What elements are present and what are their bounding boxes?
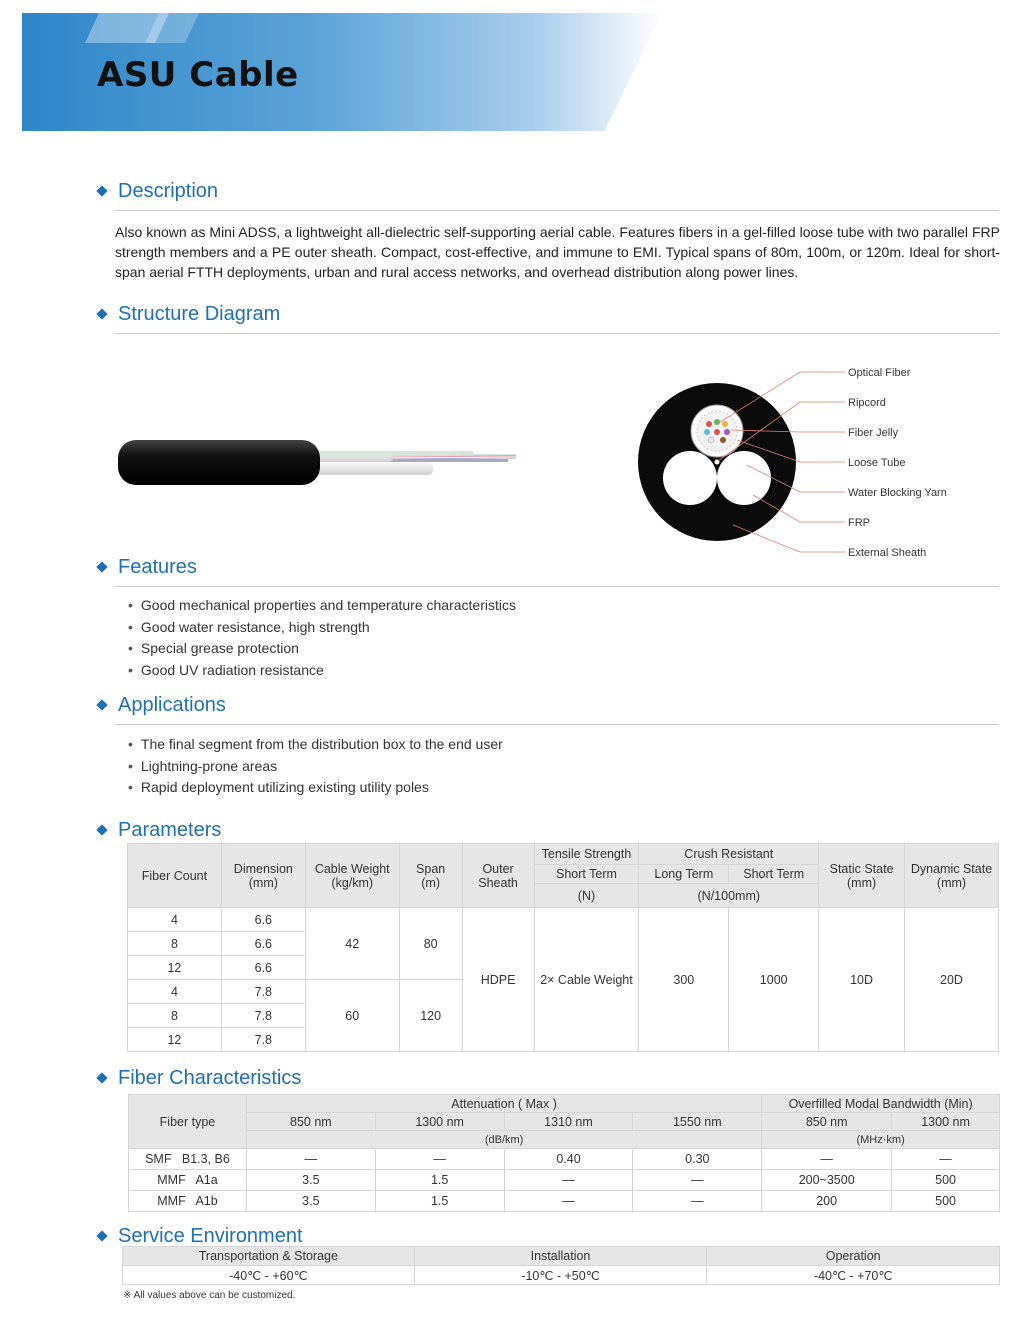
header-att-1310: 1310 nm	[504, 1113, 633, 1131]
list-item: • Good UV radiation resistance	[128, 660, 516, 682]
list-item: • Lightning-prone areas	[128, 756, 503, 778]
list-item: • Good mechanical properties and temperature characteristics	[128, 595, 516, 617]
list-item: • Good water resistance, high strength	[128, 617, 516, 639]
cell-value: 500	[892, 1170, 1000, 1191]
section-heading-service-environment: Service Environment	[96, 1225, 303, 1248]
list-item: • The final segment from the distribution box to the end user	[128, 734, 503, 756]
header-att-1550: 1550 nm	[633, 1113, 762, 1131]
header-installation: Installation	[414, 1247, 707, 1266]
header-cable-weight: Cable Weight (kg/km)	[305, 844, 399, 908]
fiber-characteristics-table	[128, 1094, 1000, 1212]
diagram-label-fiber-jelly: Fiber Jelly	[848, 427, 899, 439]
diamond-icon	[96, 308, 107, 319]
list-item: • Rapid deployment utilizing existing utility poles	[128, 777, 503, 799]
diamond-icon	[96, 699, 107, 710]
header-dynamic-state: Dynamic State (mm)	[905, 844, 999, 908]
header-crush-short-term: Short Term	[729, 865, 819, 884]
section-heading-description: Description	[96, 180, 218, 203]
cell-dimension: 6.6	[221, 956, 305, 980]
header-fiber-type: Fiber type	[129, 1095, 247, 1149]
diagram-label-loose-tube: Loose Tube	[848, 457, 906, 469]
header-static-state: Static State (mm)	[819, 844, 905, 908]
cell-dynamic-state: 20D	[905, 908, 999, 1052]
section-divider	[115, 333, 999, 334]
applications-list	[128, 734, 503, 799]
section-heading-fiber-characteristics: Fiber Characteristics	[96, 1067, 301, 1090]
cell-fiber-count: 12	[128, 956, 222, 980]
description-text: Also known as Mini ADSS, a lightweight all-dielectric self-supporting aerial cable. Features fibers in a gel-filled loose tube with two parallel FRP strength members and a PE outer sheath. Compact, cost-effective, and immune to EMI. Typical spans of 80m, 100m, or 120m. Ideal for short-span aerial FTTH deployments, urban and rural access networks, and overhead distribution along power lines.	[115, 224, 1000, 280]
cell-value: 1.5	[375, 1191, 504, 1212]
header-outer-sheath: Outer Sheath	[462, 844, 534, 908]
cell-value: 3.5	[246, 1170, 375, 1191]
header-attenuation: Attenuation ( Max )	[246, 1095, 761, 1113]
cell-fiber-count: 8	[128, 932, 222, 956]
header-att-unit: (dB/km)	[246, 1131, 761, 1149]
section-divider	[115, 210, 999, 211]
cell-value: —	[892, 1149, 1000, 1170]
header-bw-850: 850 nm	[762, 1113, 892, 1131]
header-fiber-count: Fiber Count	[128, 844, 222, 908]
header-crush-long-term: Long Term	[639, 865, 729, 884]
cell-tensile: 2× Cable Weight	[534, 908, 639, 1052]
header-dimension: Dimension (mm)	[221, 844, 305, 908]
diagram-label-water-blocking-yarn: Water Blocking Yarn	[848, 487, 947, 499]
cell-crush-short: 1000	[729, 908, 819, 1052]
cell-outer-sheath: HDPE	[462, 908, 534, 1052]
section-divider	[115, 586, 999, 587]
cell-value: 3.5	[246, 1191, 375, 1212]
header-att-1300: 1300 nm	[375, 1113, 504, 1131]
cell-value: —	[633, 1191, 762, 1212]
header-operation: Operation	[707, 1247, 1000, 1266]
cell-fiber-type: SMF B1.3, B6	[129, 1149, 247, 1170]
diamond-icon	[96, 824, 107, 835]
header-tensile-short-term: Short Term	[534, 865, 639, 884]
cell-value: 1.5	[375, 1170, 504, 1191]
cell-fiber-count: 12	[128, 1028, 222, 1052]
cable-illustration	[118, 438, 528, 488]
diagram-label-external-sheath: External Sheath	[848, 547, 927, 559]
diagram-label-ripcord: Ripcord	[848, 397, 886, 409]
diamond-icon	[96, 1072, 107, 1083]
cell-fiber-type: MMF A1a	[129, 1170, 247, 1191]
cell-fiber-count: 4	[128, 980, 222, 1004]
cell-static-state: 10D	[819, 908, 905, 1052]
cell-value: —	[375, 1149, 504, 1170]
cell-crush-long: 300	[639, 908, 729, 1052]
cell-value: 500	[892, 1191, 1000, 1212]
features-list	[128, 595, 516, 681]
list-item: • Special grease protection	[128, 638, 516, 660]
parameters-table	[127, 843, 999, 1052]
header-crush-resistant: Crush Resistant	[639, 844, 819, 865]
cell-operation: -40℃ - +70℃	[707, 1266, 1000, 1285]
cell-fiber-count: 8	[128, 1004, 222, 1028]
cell-value: —	[633, 1170, 762, 1191]
header-span: Span (m)	[399, 844, 462, 908]
cell-fiber-type: MMF A1b	[129, 1191, 247, 1212]
cable-cross-section-diagram	[635, 360, 975, 560]
section-heading-structure: Structure Diagram	[96, 303, 280, 326]
cell-installation: -10℃ - +50℃	[414, 1266, 707, 1285]
cell-dimension: 7.8	[221, 1028, 305, 1052]
section-heading-parameters: Parameters	[96, 819, 221, 842]
cell-value: —	[504, 1170, 633, 1191]
diamond-icon	[96, 185, 107, 196]
cell-value: —	[504, 1191, 633, 1212]
header-modal-bandwidth: Overfilled Modal Bandwidth (Min)	[762, 1095, 1000, 1113]
header-crush-unit: (N/100mm)	[639, 884, 819, 908]
header-tensile-strength: Tensile Strength	[534, 844, 639, 865]
footnote: ※ All values above can be customized.	[123, 1290, 296, 1301]
cell-dimension: 7.8	[221, 1004, 305, 1028]
cell-value: 0.30	[633, 1149, 762, 1170]
cell-transportation-storage: -40℃ - +60℃	[123, 1266, 415, 1285]
cell-value: —	[762, 1149, 892, 1170]
cell-value: 200~3500	[762, 1170, 892, 1191]
cell-span: 120	[399, 980, 462, 1052]
section-heading-features: Features	[96, 556, 197, 579]
header-bw-unit: (MHz·km)	[762, 1131, 1000, 1149]
cell-value: —	[246, 1149, 375, 1170]
header-bw-1300: 1300 nm	[892, 1113, 1000, 1131]
header-transportation-storage: Transportation & Storage	[123, 1247, 415, 1266]
diagram-label-frp: FRP	[848, 517, 870, 529]
page-title: ASU Cable	[97, 55, 299, 95]
header-tensile-unit: (N)	[534, 884, 639, 908]
cell-dimension: 7.8	[221, 980, 305, 1004]
cell-dimension: 6.6	[221, 932, 305, 956]
diamond-icon	[96, 561, 107, 572]
cell-value: 200	[762, 1191, 892, 1212]
cell-span: 80	[399, 908, 462, 980]
header-att-850: 850 nm	[246, 1113, 375, 1131]
cell-cable-weight: 60	[305, 980, 399, 1052]
service-environment-table	[122, 1246, 1000, 1285]
cell-cable-weight: 42	[305, 908, 399, 980]
diamond-icon	[96, 1230, 107, 1241]
cell-value: 0.40	[504, 1149, 633, 1170]
section-divider	[115, 724, 999, 725]
cell-dimension: 6.6	[221, 908, 305, 932]
diagram-label-optical-fiber: Optical Fiber	[848, 367, 911, 379]
section-heading-applications: Applications	[96, 694, 226, 717]
cell-fiber-count: 4	[128, 908, 222, 932]
